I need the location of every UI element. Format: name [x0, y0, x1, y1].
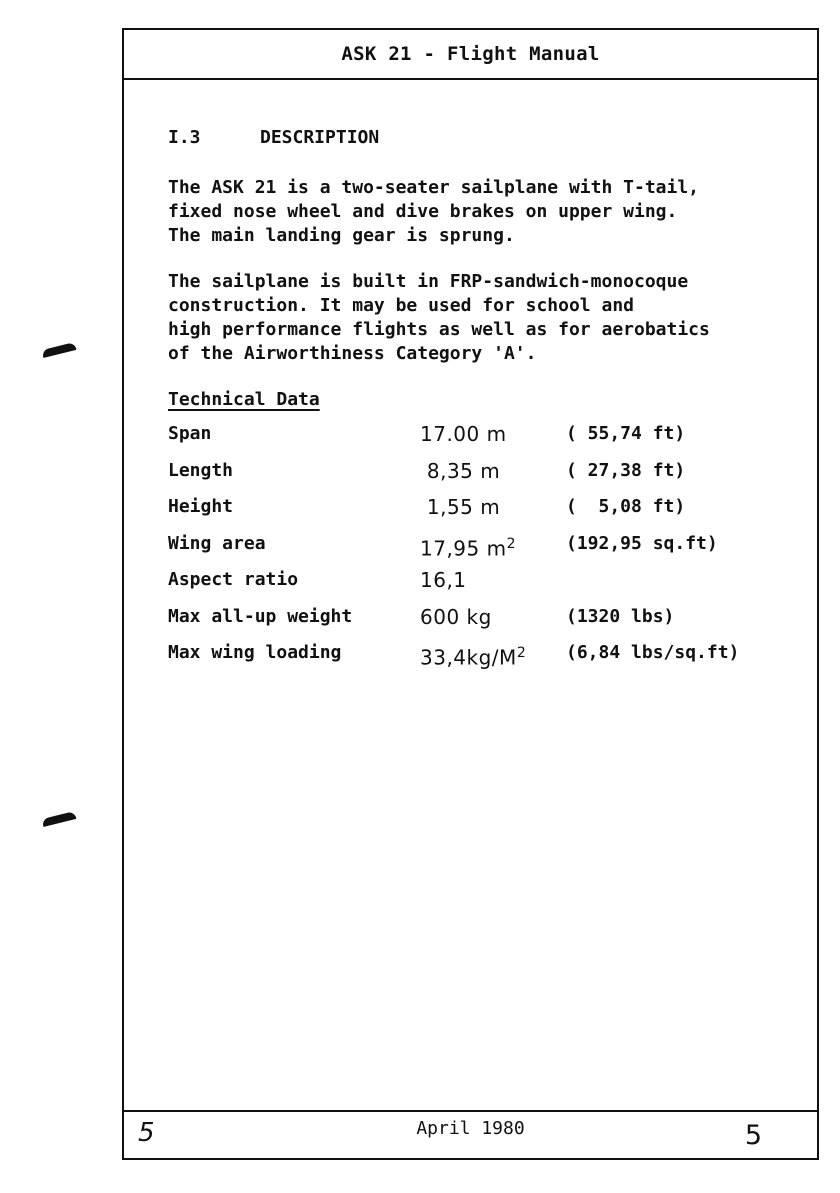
description-paragraph-2 [168, 270, 818, 366]
section-title: DESCRIPTION [260, 127, 380, 148]
table-row [168, 495, 818, 532]
row-imperial-value: (1320 lbs) [566, 605, 675, 627]
row-label: Height [168, 496, 234, 517]
row-metric-value: 600 kg [420, 604, 492, 629]
revision-date: April 1980 [416, 1118, 525, 1139]
metric-number: 17,95 m [420, 536, 507, 561]
row-label: Aspect ratio [168, 569, 299, 590]
page-title: ASK 21 - Flight Manual [341, 43, 600, 65]
section-number: I.3 [168, 127, 201, 148]
row-imperial-value: (192,95 sq.ft) [566, 532, 718, 554]
text-line: of the Airworthiness Category 'A'. [168, 343, 537, 364]
hole-punch-mark-lower [42, 811, 77, 827]
section-heading [168, 126, 818, 150]
row-metric-value: 1,55 m [420, 495, 501, 519]
technical-data-table [168, 422, 818, 678]
description-paragraph-1 [168, 176, 818, 248]
row-label: Length [168, 459, 234, 481]
page-footer [124, 1110, 817, 1158]
row-imperial-value: ( 55,74 ft) [566, 423, 686, 444]
page-number-left: 5 [138, 1118, 155, 1148]
table-row [168, 568, 818, 605]
metric-superscript: 2 [516, 645, 527, 661]
row-metric-value [420, 532, 516, 561]
row-imperial-value: ( 27,38 ft) [566, 459, 686, 481]
text-line: high performance flights as well as for aerobatics [168, 319, 710, 340]
technical-data-heading: Technical Data [168, 389, 320, 410]
text-line: fixed nose wheel and dive brakes on upper wing. [168, 201, 678, 222]
page-content [168, 126, 818, 678]
table-row [168, 605, 818, 642]
row-label: Max all-up weight [168, 605, 353, 627]
text-line: The sailplane is built in FRP-sandwich-monocoque [168, 271, 689, 292]
row-label: Span [168, 423, 212, 444]
page-header [124, 30, 817, 80]
row-imperial-value: ( 5,08 ft) [566, 496, 686, 517]
row-label: Wing area [168, 532, 266, 554]
row-label: Max wing loading [168, 642, 342, 663]
table-row [168, 532, 818, 569]
manual-page [122, 28, 819, 1160]
table-row [168, 422, 818, 459]
text-line: The ASK 21 is a two-seater sailplane with T-tail, [168, 177, 700, 198]
hole-punch-mark-upper [42, 342, 77, 358]
page-number-right: 5 [744, 1120, 762, 1151]
table-row [168, 459, 818, 496]
row-metric-value: 17.00 m [420, 422, 507, 446]
metric-number: 33,4kg/M [420, 645, 517, 670]
row-imperial-value: (6,84 lbs/sq.ft) [566, 642, 740, 663]
row-metric-value: 16,1 [420, 568, 467, 592]
text-line: The main landing gear is sprung. [168, 225, 515, 246]
row-metric-value: 8,35 m [420, 458, 501, 483]
text-line: construction. It may be used for school and [168, 295, 634, 316]
row-metric-value [420, 641, 526, 670]
metric-superscript: 2 [506, 535, 517, 552]
table-row [168, 641, 818, 678]
